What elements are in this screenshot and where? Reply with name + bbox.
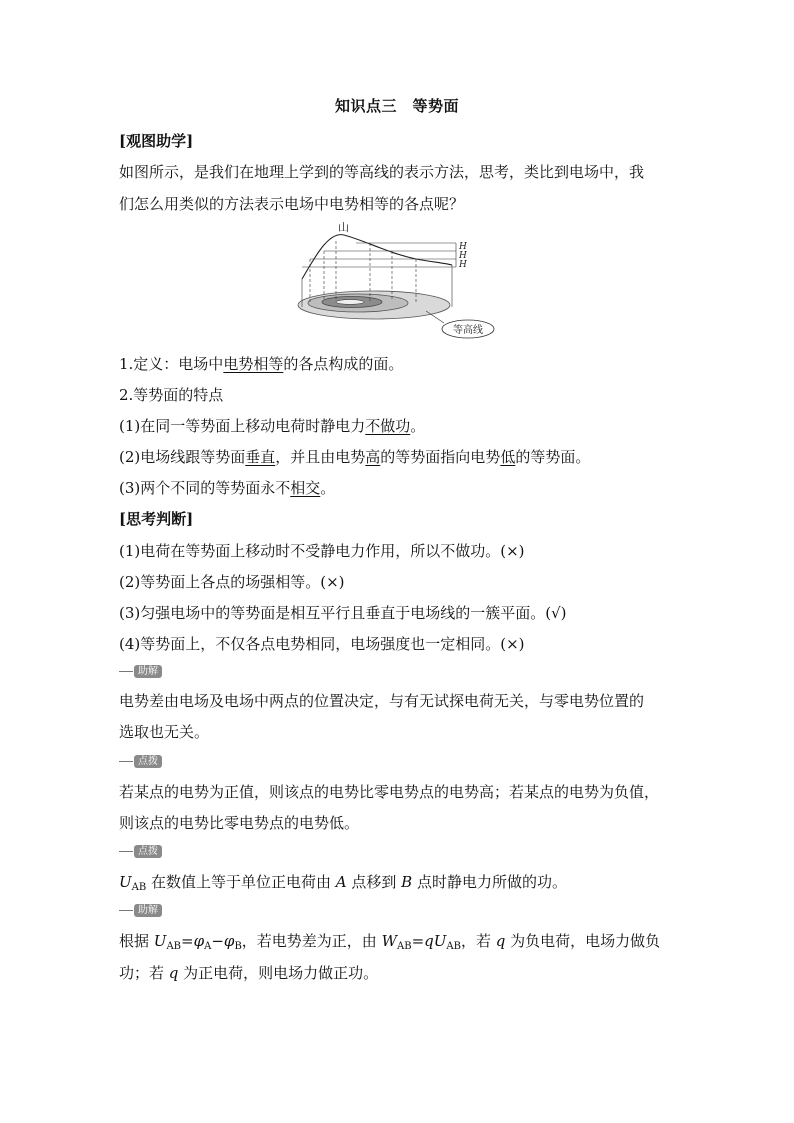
tag-tip-1-label: 点拨	[134, 755, 162, 768]
tag-help-1	[119, 664, 162, 678]
note-4-line-2	[119, 962, 378, 983]
tag-tip-1	[119, 754, 162, 768]
point-a: A	[335, 873, 347, 891]
definition-suffix: 的各点构成的面。	[283, 355, 404, 373]
symbol-u: U	[153, 932, 167, 950]
symbol-q: q	[168, 964, 179, 982]
tag-help-2	[119, 903, 162, 917]
page-title: 知识点三 等势面	[334, 97, 459, 115]
contour-map-figure	[296, 219, 502, 345]
note-4-line-1	[119, 930, 660, 951]
note-4-text-3: ，若	[461, 932, 496, 950]
judge-item-4: (4)等势面上，不仅各点电势相同，电场强度也一定相同。(×)	[119, 635, 525, 653]
subscript-a: A	[204, 941, 212, 952]
judge-item-3: (3)匀强电场中的等势面是相互平行且垂直于电场线的一簇平面。(√)	[119, 604, 567, 622]
subscript-b: B	[234, 941, 242, 952]
tag-help-1-label: 助解	[134, 665, 162, 678]
equals-sign: =	[411, 932, 425, 950]
note-1-line-1: 电势差由电场及电场中两点的位置决定，与有无试探电荷无关，与零电势位置的	[119, 692, 645, 710]
symbol-phi: φ	[223, 932, 235, 950]
feature-3-prefix: (3)两个不同的等势面永不	[119, 479, 291, 497]
feature-2-key-term-3: 低	[500, 448, 516, 466]
height-label-2: H	[459, 251, 467, 261]
definition-prefix: 1.定义：电场中	[119, 355, 224, 373]
judge-item-1: (1)电荷在等势面上移动时不受静电力作用，所以不做功。(×)	[119, 542, 525, 560]
definition-key-term: 电势相等	[223, 355, 284, 373]
feature-2-part-4: 的等势面。	[515, 448, 591, 466]
tag-help-2-label: 助解	[134, 904, 162, 917]
feature-2-part-3: 的等势面指向电势	[380, 448, 501, 466]
note-4-text-1: 根据	[119, 932, 154, 950]
note-4-text-6: 为正电荷，则电场力做正功。	[178, 964, 379, 982]
note-3-line	[119, 871, 567, 892]
point-b: B	[401, 873, 413, 891]
feature-1	[119, 415, 425, 436]
subscript-ab: AB	[397, 941, 412, 952]
feature-1-suffix: 。	[410, 417, 426, 435]
symbol-u-subscript: AB	[131, 882, 147, 893]
feature-2-key-term-2: 高	[365, 448, 381, 466]
definition-line	[119, 353, 403, 374]
note-4-text-4: 为负电荷，电场力做负	[505, 932, 661, 950]
mountain-label: 山	[338, 221, 349, 234]
contour-callout-label: 等高线	[453, 325, 483, 336]
note-3-text-1: 在数值上等于单位正电荷由	[146, 873, 336, 891]
note-1-line-2: 选取也无关。	[119, 723, 210, 741]
section-observe-heading: [观图助学]	[119, 132, 194, 150]
equals-sign: =	[181, 932, 194, 950]
judge-item-2: (2)等势面上各点的场强相等。(×)	[119, 573, 345, 591]
symbol-u: U	[433, 932, 447, 950]
intro-line-1: 如图所示，是我们在地理上学到的等高线的表示方法，思考，类比到电场中，我	[119, 163, 645, 181]
height-label-3: H	[459, 260, 467, 270]
feature-3-suffix: 。	[320, 479, 336, 497]
note-2-line-1: 若某点的电势为正值，则该点的电势比零电势点的电势高；若某点的电势为负值，	[119, 783, 660, 801]
minus-sign: −	[211, 932, 224, 950]
feature-2	[119, 446, 590, 467]
feature-3-key-term: 相交	[290, 479, 321, 497]
symbol-q: q	[424, 932, 434, 950]
symbol-u: U	[119, 873, 132, 891]
note-3-text-3: 点时静电力所做的功。	[412, 873, 567, 891]
tag-tip-2	[119, 844, 162, 858]
contour-ring-top	[336, 300, 364, 305]
feature-3	[119, 477, 335, 498]
note-2-line-2: 则该点的电势比零电势点的电势低。	[119, 814, 360, 832]
feature-2-key-term-1: 垂直	[245, 448, 276, 466]
intro-line-2: 们怎么用类似的方法表示电场中电势相等的各点呢？	[119, 195, 465, 213]
note-4-text-5: 功；若	[119, 964, 169, 982]
feature-1-key-term: 不做功	[365, 417, 411, 435]
section-judge-heading: [思考判断]	[119, 510, 194, 528]
features-heading: 2.等势面的特点	[119, 386, 224, 404]
symbol-w: W	[381, 932, 397, 950]
note-3-text-2: 点移到	[346, 873, 402, 891]
subscript-ab: AB	[166, 941, 182, 952]
subscript-ab: AB	[446, 941, 461, 952]
feature-2-part-1: (2)电场线跟等势面	[119, 448, 246, 466]
symbol-phi: φ	[193, 932, 205, 950]
symbol-q: q	[495, 932, 506, 950]
tag-tip-2-label: 点拨	[134, 845, 162, 858]
height-label-1: H	[459, 242, 467, 252]
feature-2-part-2: ，并且由电势	[275, 448, 366, 466]
note-4-text-2: ，若电势差为正，由	[241, 932, 382, 950]
mountain-profile	[302, 235, 452, 279]
feature-1-prefix: (1)在同一等势面上移动电荷时静电力	[119, 417, 366, 435]
